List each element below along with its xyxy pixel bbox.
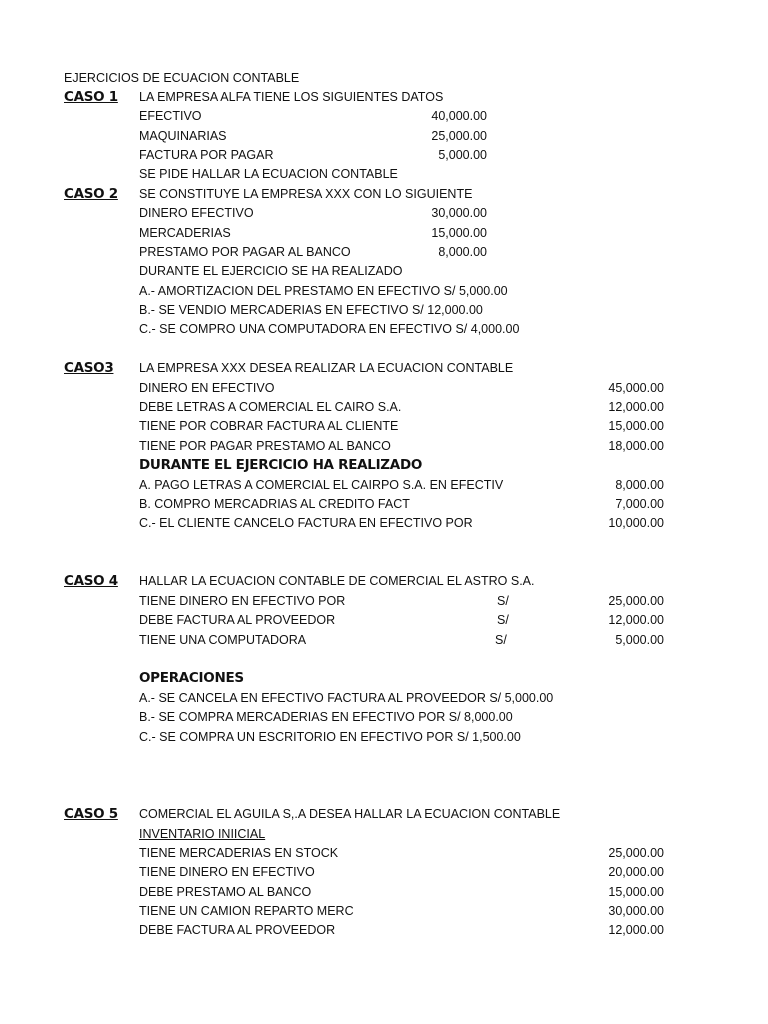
- caso4-intro: HALLAR LA ECUACION CONTABLE DE COMERCIAL EL ASTRO S.A.: [139, 574, 535, 588]
- item-text: DEBE PRESTAMO AL BANCO: [139, 885, 312, 899]
- caso4-item-row: [0, 631, 768, 650]
- item-text: TIENE DINERO EN EFECTIVO: [139, 865, 315, 879]
- item-text: EFECTIVO: [139, 109, 202, 123]
- item-amount: 40,000.00: [431, 109, 487, 123]
- item-text: DEBE FACTURA AL PROVEEDOR: [139, 613, 336, 627]
- currency-symbol: S/: [497, 613, 509, 627]
- item-amount: 5,000.00: [615, 633, 664, 647]
- document-title: EJERCICIOS DE ECUACION CONTABLE: [64, 71, 300, 85]
- caso1-closing: SE PIDE HALLAR LA ECUACION CONTABLE: [139, 167, 398, 181]
- caso2-item-row: [0, 224, 768, 243]
- item-amount: 30,000.00: [431, 206, 487, 220]
- operation-amount: 7,000.00: [615, 497, 664, 511]
- caso3-item-row: [0, 417, 768, 436]
- item-text: TIENE POR COBRAR FACTURA AL CLIENTE: [139, 419, 399, 433]
- item-text: TIENE UN CAMION REPARTO MERC: [139, 904, 354, 918]
- caso5-item-row: [0, 921, 768, 940]
- item-amount: 5,000.00: [438, 148, 487, 162]
- operation-text: B.- SE VENDIO MERCADERIAS EN EFECTIVO S/ 12,000.00: [139, 303, 483, 317]
- caso3-heading-row: [0, 456, 768, 475]
- item-text: FACTURA POR PAGAR: [139, 148, 274, 162]
- operation-text: A. PAGO LETRAS A COMERCIAL EL CAIRPO S.A. EN EFECTIV: [139, 478, 504, 492]
- caso3-intro: LA EMPRESA XXX DESEA REALIZAR LA ECUACION CONTABLE: [139, 361, 514, 375]
- caso3-item-row: [0, 379, 768, 398]
- item-text: DINERO EN EFECTIVO: [139, 381, 275, 395]
- caso5-subheading: INVENTARIO INIICIAL: [139, 827, 266, 841]
- item-text: TIENE POR PAGAR PRESTAMO AL BANCO: [139, 439, 391, 453]
- caso3-heading: DURANTE EL EJERCICIO HA REALIZADO: [139, 457, 423, 473]
- item-amount: 20,000.00: [608, 865, 664, 879]
- caso4-op-row: [0, 689, 768, 708]
- item-text: MERCADERIAS: [139, 226, 231, 240]
- item-text: DINERO EFECTIVO: [139, 206, 254, 220]
- operation-text: C.- SE COMPRA UN ESCRITORIO EN EFECTIVO POR S/ 1,500.00: [139, 730, 521, 744]
- item-amount: 12,000.00: [608, 400, 664, 414]
- caso5-item-row: [0, 883, 768, 902]
- caso5-item-row: [0, 844, 768, 863]
- caso4-header-row: [0, 572, 768, 591]
- item-amount: 25,000.00: [431, 129, 487, 143]
- currency-symbol: S/: [497, 594, 509, 608]
- operation-text: C.- EL CLIENTE CANCELO FACTURA EN EFECTIVO POR: [139, 516, 473, 530]
- operation-text: B.- SE COMPRA MERCADERIAS EN EFECTIVO POR S/ 8,000.00: [139, 710, 513, 724]
- operation-amount: 10,000.00: [608, 516, 664, 530]
- caso4-item-row: [0, 611, 768, 630]
- caso4-heading: OPERACIONES: [139, 670, 244, 686]
- operation-text: A.- AMORTIZACION DEL PRESTAMO EN EFECTIVO S/ 5,000.00: [139, 284, 508, 298]
- item-text: PRESTAMO POR PAGAR AL BANCO: [139, 245, 351, 259]
- operation-amount: 8,000.00: [615, 478, 664, 492]
- caso5-label: CASO 5: [64, 806, 118, 822]
- caso2-header-row: [0, 185, 768, 204]
- item-amount: 25,000.00: [608, 846, 664, 860]
- caso4-op-row: [0, 708, 768, 727]
- caso5-header-row: [0, 805, 768, 824]
- item-text: TIENE MERCADERIAS EN STOCK: [139, 846, 339, 860]
- title-row: [0, 69, 768, 88]
- caso1-intro: LA EMPRESA ALFA TIENE LOS SIGUIENTES DATOS: [139, 90, 444, 104]
- caso2-during: DURANTE EL EJERCICIO SE HA REALIZADO: [139, 264, 403, 278]
- item-text: TIENE UNA COMPUTADORA: [139, 633, 307, 647]
- item-text: DEBE LETRAS A COMERCIAL EL CAIRO S.A.: [139, 400, 402, 414]
- item-amount: 25,000.00: [608, 594, 664, 608]
- caso1-item-row: [0, 146, 768, 165]
- item-text: MAQUINARIAS: [139, 129, 227, 143]
- caso3-item-row: [0, 437, 768, 456]
- caso5-item-row: [0, 902, 768, 921]
- caso2-item-row: [0, 204, 768, 223]
- caso1-header-row: [0, 88, 768, 107]
- caso4-heading-row: [0, 669, 768, 688]
- item-amount: 12,000.00: [608, 613, 664, 627]
- caso4-item-row: [0, 592, 768, 611]
- item-amount: 18,000.00: [608, 439, 664, 453]
- currency-symbol: S/: [495, 633, 507, 647]
- caso1-closing-row: [0, 165, 768, 184]
- operation-text: B. COMPRO MERCADRIAS AL CREDITO FACT: [139, 497, 410, 511]
- operation-text: A.- SE CANCELA EN EFECTIVO FACTURA AL PROVEEDOR S/ 5,000.00: [139, 691, 554, 705]
- item-text: DEBE FACTURA AL PROVEEDOR: [139, 923, 336, 937]
- item-amount: 12,000.00: [608, 923, 664, 937]
- item-amount: 45,000.00: [608, 381, 664, 395]
- item-amount: 15,000.00: [608, 885, 664, 899]
- caso2-during-row: [0, 262, 768, 281]
- caso2-op-row: [0, 301, 768, 320]
- item-text: TIENE DINERO EN EFECTIVO POR: [139, 594, 346, 608]
- caso5-subheading-row: [0, 825, 768, 844]
- caso3-item-row: [0, 398, 768, 417]
- caso3-op-row: [0, 495, 768, 514]
- caso2-op-row: [0, 282, 768, 301]
- operation-text: C.- SE COMPRO UNA COMPUTADORA EN EFECTIVO S/ 4,000.00: [139, 322, 520, 336]
- caso2-op-row: [0, 320, 768, 339]
- caso1-item-row: [0, 127, 768, 146]
- caso3-op-row: [0, 476, 768, 495]
- caso2-intro: SE CONSTITUYE LA EMPRESA XXX CON LO SIGUIENTE: [139, 187, 473, 201]
- caso1-item-row: [0, 107, 768, 126]
- item-amount: 30,000.00: [608, 904, 664, 918]
- caso1-label: CASO 1: [64, 89, 118, 105]
- item-amount: 15,000.00: [431, 226, 487, 240]
- item-amount: 15,000.00: [608, 419, 664, 433]
- caso3-label: CASO3: [64, 360, 114, 376]
- caso3-header-row: [0, 359, 768, 378]
- caso2-item-row: [0, 243, 768, 262]
- caso2-label: CASO 2: [64, 186, 118, 202]
- caso5-item-row: [0, 863, 768, 882]
- item-amount: 8,000.00: [438, 245, 487, 259]
- caso5-intro: COMERCIAL EL AGUILA S,.A DESEA HALLAR LA ECUACION CONTABLE: [139, 807, 561, 821]
- caso4-op-row: [0, 728, 768, 747]
- caso4-label: CASO 4: [64, 573, 118, 589]
- caso3-op-row: [0, 514, 768, 533]
